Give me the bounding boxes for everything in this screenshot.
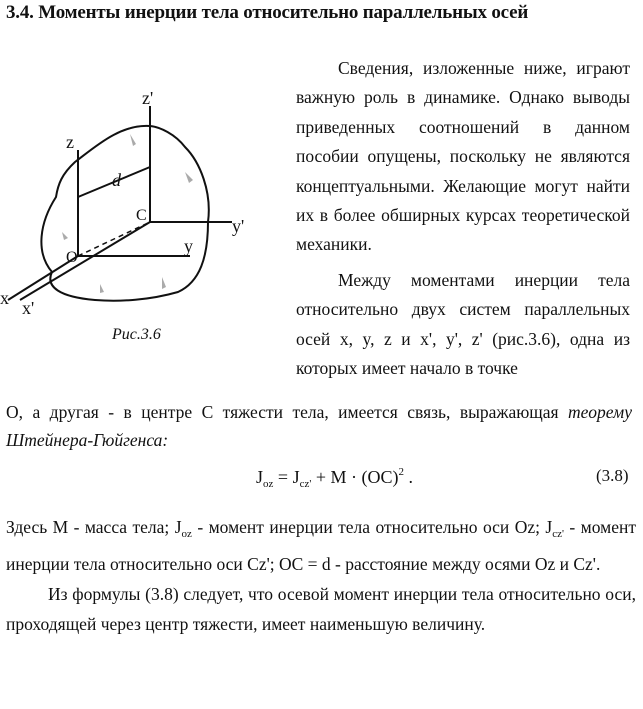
formula-number: (3.8) xyxy=(596,466,629,485)
c-label: C xyxy=(136,207,147,224)
dashed-oc xyxy=(78,222,150,256)
d-label: d xyxy=(112,170,121,190)
section-title: 3.4. Моменты инерции тела относительно параллельных осей xyxy=(6,2,529,23)
z-label: z xyxy=(66,132,74,152)
paragraph-definitions: Здесь M - масса тела; $J_{oz}$ - момент инерции тела относительно оси Oz; $J_{cz'}$ - момент инерции тела относительно оси Cz'; OC = d - расстояние между осями Oz и Cz'. xyxy=(6,517,636,574)
paragraph-intro: Сведения, изложенные ниже, играют важную роль в динамике. Однако выводы приведенных соотношений в данном пособии опущены, поскольку не являются концептуальными. Желающие могут найти их в более обширных курсах теоретической механики. xyxy=(296,58,630,255)
formula-3-8 xyxy=(0,464,643,498)
paragraph-conclusion: Из формулы (3.8) следует, что осевой момент инерции тела относительно оси, проходящей через центр тяжести, имеет наименьшую величину. xyxy=(6,584,636,634)
relation-continuation xyxy=(6,398,632,454)
x-prime-label: x' xyxy=(22,298,35,318)
x-prime-axis xyxy=(20,222,150,300)
explanation-text xyxy=(6,512,636,639)
theorem-name: теорему Штейнера-Гюйгенса: xyxy=(6,402,632,450)
figure-3-6 xyxy=(0,62,300,362)
z-prime-label: z' xyxy=(142,88,154,108)
formula-body: $J_{oz} = J_{cz'} + M \cdot (OC)^2$ . xyxy=(256,466,413,490)
x-label: x xyxy=(0,288,9,308)
o-label: O xyxy=(66,249,78,266)
paragraph-relation-start: Между моментами инерции тела относительно двух систем параллельных осей x, y, z и x', y', z' (рис.3.6), одна из которых имеет начало в точке xyxy=(296,269,630,379)
figure-caption: Рис.3.6 xyxy=(112,326,161,343)
y-prime-label: y' xyxy=(232,216,245,236)
y-label: y xyxy=(184,236,193,256)
body-outline xyxy=(41,126,208,301)
relation-text: O, а другая - в центре C тяжести тела, имеется связь, выражающая xyxy=(6,402,559,422)
right-column-text xyxy=(296,54,630,383)
